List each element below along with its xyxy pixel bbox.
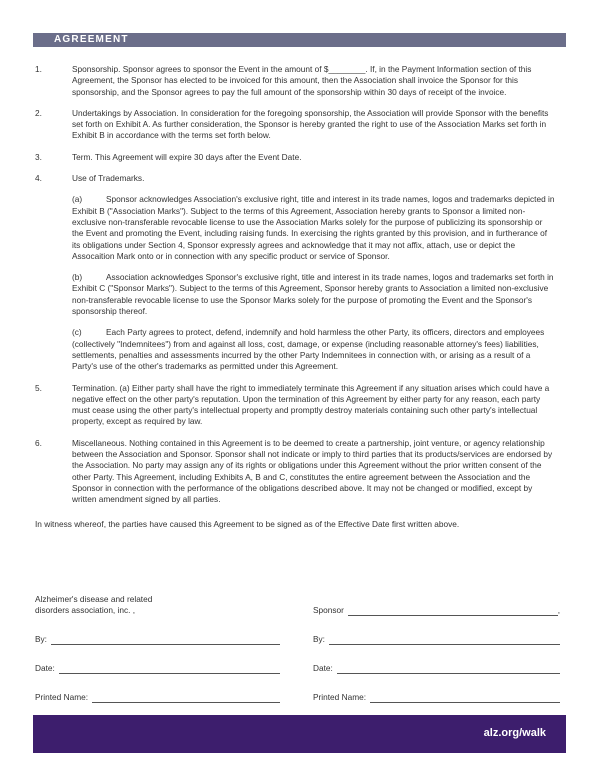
sponsor-comma: , (557, 605, 560, 615)
clause-5 (35, 383, 555, 428)
clause-6 (35, 438, 555, 506)
clause-number: 6. (35, 437, 42, 448)
sponsor-printed-name-line[interactable] (370, 693, 560, 703)
sponsor-date-field[interactable] (313, 663, 560, 674)
signature-date-row (35, 663, 560, 692)
clause-text: Sponsorship. Sponsor agrees to sponsor the Event in the amount of $________. If, in the Payment Information section of this Agreement, the Sponsor has elected to be invoiced for this amount, then the Association shall invoice the Sponsor for this sponsorship, and the Sponsor agrees to pay the full amount of the sponsorship within 30 days of receipt of the invoice. (72, 64, 532, 97)
printed-name-label: Printed Name: (35, 692, 89, 702)
sponsor-label: Sponsor (313, 605, 344, 615)
sponsor-name-field[interactable] (313, 605, 560, 616)
sponsor-date-line[interactable] (337, 664, 560, 674)
sponsor-by-line[interactable] (329, 635, 560, 645)
subclause-text: Association acknowledges Sponsor's exclusive right, title and interest in its trade names, logos and trademarks set forth in Exhibit C ("Sponsor Marks"). Subject to the terms of this Agreement, Sponsor hereby grants to Association a limited non-exclusive non-transferable revocable license to use the Sponsor Marks solely for the purpose of promoting the Event and the Sponsor's sponsorship thereof. (72, 272, 554, 317)
clause-4c (72, 327, 555, 372)
printed-name-label: Printed Name: (313, 692, 367, 702)
clause-4b (72, 272, 555, 317)
witness-statement: In witness whereof, the parties have caused this Agreement to be signed as of the Effective Date first written above. (35, 518, 460, 529)
association-printed-name-line[interactable] (92, 693, 280, 703)
agreement-header-bar (33, 33, 566, 47)
clause-text: Miscellaneous. Nothing contained in this Agreement is to be deemed to create a partnership, joint venture, or agency relationship between the Association and Sponsor. Sponsor shall not indicate or imply to third parties that its products/services are endorsed by the Association. No party may assign any of its rights or obligations under this Agreement without the prior written consent of the other Party. This Agreement, including Exhibits A, B and C, constitutes the entire agreement between the Association and the Sponsor in connection with the performance of the obligations described above. It may not be changed or modified, except by written amendment signed by all parties. (72, 437, 553, 505)
signature-by-row (35, 634, 560, 663)
date-label: Date: (313, 663, 333, 673)
association-by-field[interactable] (35, 634, 280, 645)
by-label: By: (35, 634, 47, 644)
clause-3 (35, 152, 555, 163)
subclause-label: (b) (72, 272, 83, 283)
subclause-label: (a) (72, 194, 83, 205)
clause-2 (35, 108, 555, 142)
clause-4 (35, 173, 555, 184)
sponsor-printed-name-field[interactable] (313, 692, 560, 703)
clause-number: 1. (35, 64, 42, 74)
sponsor-name-line[interactable] (348, 606, 558, 616)
clause-text: Termination. (a) Either party shall have the right to immediately terminate this Agreement if any situation arises which could have a negative effect on the other party's reputation. Upon the termination of this Agreement by either party for any reason, each party must cease using the other party's intellectual property and promptly destroy materials containing such other party's intellectual property, except as required by law. (72, 382, 550, 427)
association-date-field[interactable] (35, 663, 280, 674)
subclause-text: Sponsor acknowledges Association's exclusive right, title and interest in its trade names, logos and trademarks depicted in Exhibit B ("Association Marks"). Subject to the terms of this Agreement, Association hereby grants to Sponsor a limited non-exclusive non-transferable revocable license to use the Association Marks solely for the purpose of publicizing its sponsorship or the Event and promoting the Event, including raising funds. In exercising the rights granted by this provision, and in furtherance of its obligations under Section 4, Sponsor expressly agrees and acknowledge that it may not affix, attach, use or depict the Assocaition Mark onto or in connection with any specific product or service of Sponsor. (72, 194, 555, 261)
clause-4a (72, 194, 555, 262)
signature-party-row (35, 594, 560, 634)
association-by-line[interactable] (51, 635, 280, 645)
clause-1 (35, 64, 555, 98)
agreement-body (35, 64, 555, 530)
signature-block (35, 594, 560, 721)
footer-url: alz.org/walk (483, 727, 546, 739)
clause-number: 4. (35, 173, 42, 184)
association-date-line[interactable] (59, 664, 280, 674)
clause-number: 5. (35, 382, 42, 393)
clause-number: 3. (35, 151, 42, 162)
clause-text: Term. This Agreement will expire 30 days after the Event Date. (72, 151, 302, 162)
footer-bar (33, 715, 566, 753)
agreement-title: AGREEMENT (54, 34, 129, 45)
clause-text: Use of Trademarks. (72, 173, 145, 184)
association-name: Alzheimer's disease and related disorders association, inc. , (35, 594, 153, 615)
by-label: By: (313, 634, 325, 644)
sponsor-by-field[interactable] (313, 634, 560, 645)
subclause-label: (c) (72, 327, 82, 338)
subclause-text: Each Party agrees to protect, defend, indemnify and hold harmless the other Party, its officers, directors and employees (collectively "Indemnitees") from and against all loss, cost, damage, or expense (including reasonable attorney's fees) liabilities, settlements, penalties and assessments incurred by the other Party Indemnitees in connection with, or arising as a result of a Party's use of the other's trademarks as permitted under this Agreement. (72, 327, 545, 372)
association-printed-name-field[interactable] (35, 692, 280, 703)
clause-number: 2. (35, 107, 42, 118)
clause-text: Undertakings by Association. In consideration for the foregoing sponsorship, the Association will provide Sponsor with the benefits set forth on Exhibit A. As further consideration, the Sponsor is hereby granted the right to use of the Association Marks set forth in Exhibit B in accordance with the terms set forth below. (72, 107, 549, 141)
date-label: Date: (35, 663, 55, 673)
